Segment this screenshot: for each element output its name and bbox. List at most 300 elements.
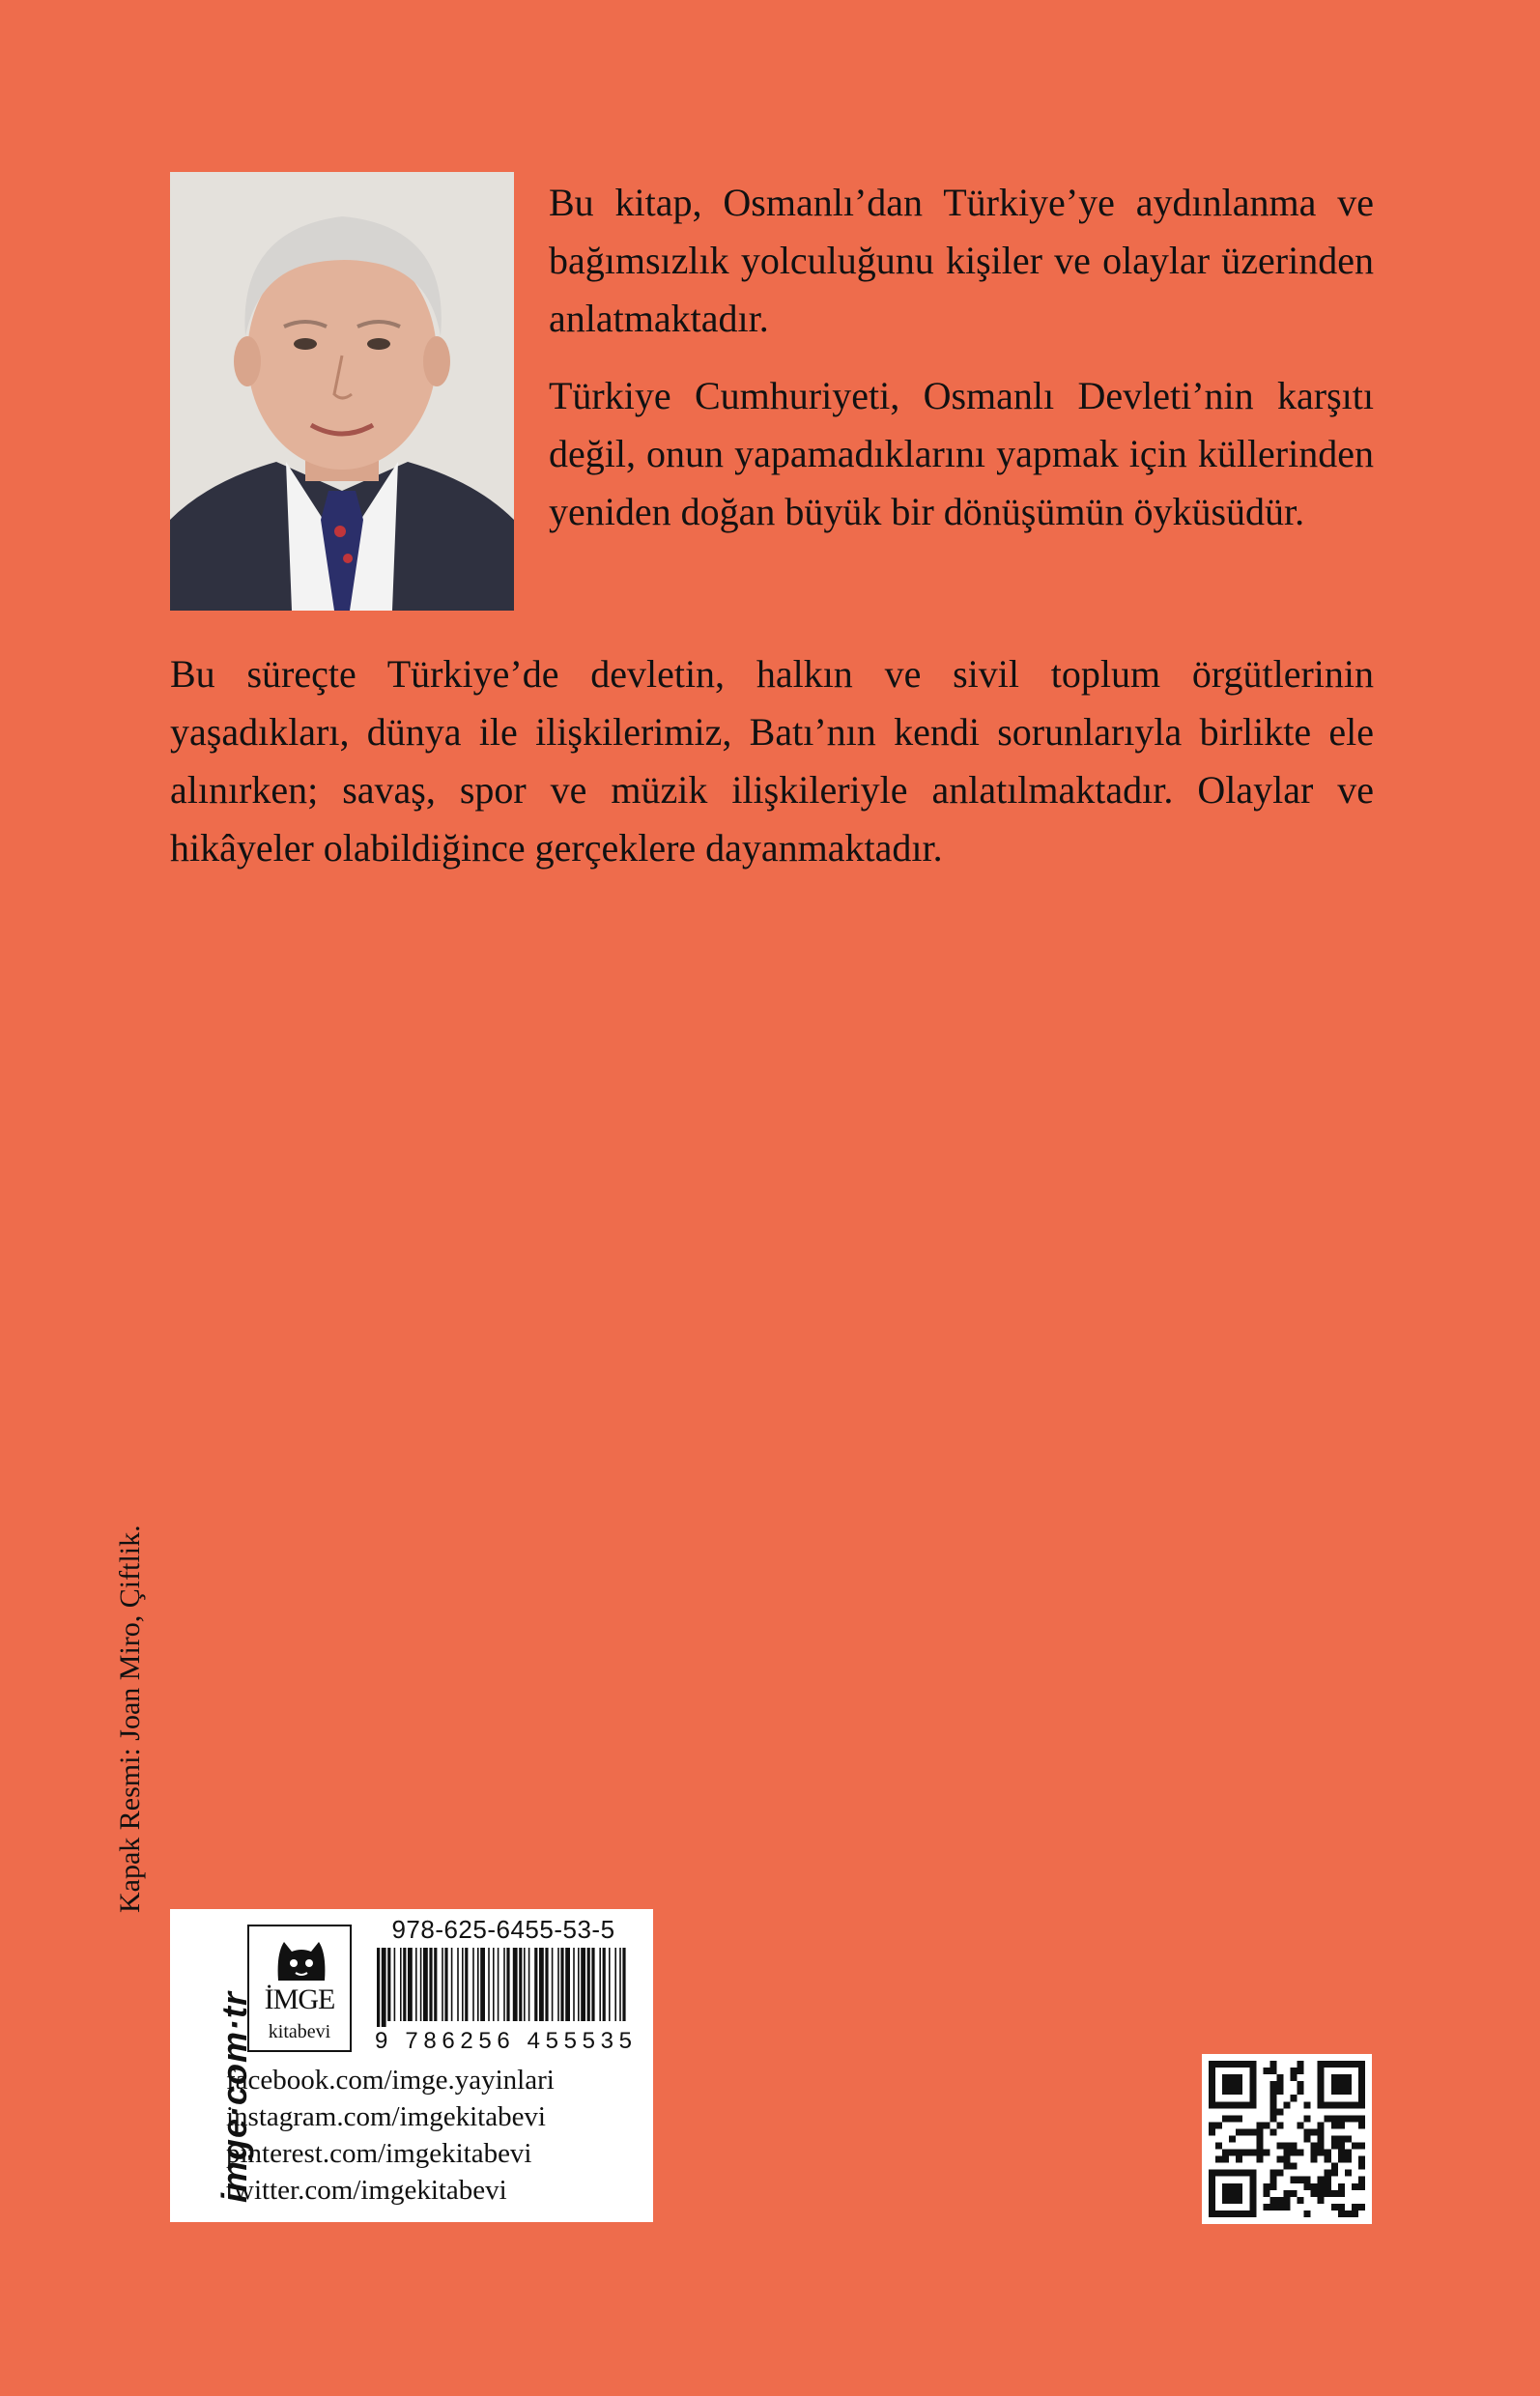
barcode-bar bbox=[524, 1948, 526, 2021]
cat-logo-icon bbox=[272, 1934, 330, 1982]
qr-cell bbox=[1236, 2115, 1242, 2122]
qr-finder-cell bbox=[1229, 2183, 1236, 2190]
description-paragraph-1: Bu kitap, Osmanlı’dan Türkiye’ye aydınlanma ve bağımsızlık yolculuğunu kişiler ve olaylar üzerinden anlatmaktadır. bbox=[549, 181, 1374, 340]
qr-cell bbox=[1209, 2122, 1215, 2128]
qr-cell bbox=[1298, 2068, 1304, 2074]
qr-cell bbox=[1352, 2115, 1358, 2122]
qr-cell bbox=[1325, 2190, 1331, 2197]
qr-cell bbox=[1242, 2150, 1249, 2156]
qr-finder-cell bbox=[1318, 2061, 1325, 2068]
qr-finder-cell bbox=[1236, 2190, 1242, 2197]
twitter-link[interactable]: twitter.com/imgekitabevi bbox=[226, 2175, 507, 2206]
qr-cell bbox=[1304, 2183, 1311, 2190]
qr-finder-cell bbox=[1222, 2088, 1229, 2095]
qr-finder-cell bbox=[1236, 2081, 1242, 2088]
barcode-bar bbox=[498, 1948, 499, 2021]
barcode-bar bbox=[565, 1948, 570, 2021]
qr-finder-cell bbox=[1209, 2081, 1215, 2088]
logo-subtitle: kitabevi bbox=[268, 2021, 331, 2042]
qr-cell bbox=[1283, 2156, 1290, 2163]
qr-cell bbox=[1304, 2101, 1311, 2108]
qr-cell bbox=[1318, 2197, 1325, 2204]
qr-cell bbox=[1229, 2115, 1236, 2122]
qr-cell bbox=[1352, 2183, 1358, 2190]
qr-finder-cell bbox=[1215, 2101, 1222, 2108]
qr-finder-cell bbox=[1229, 2197, 1236, 2204]
qr-finder-cell bbox=[1209, 2197, 1215, 2204]
qr-finder-cell bbox=[1242, 2101, 1249, 2108]
barcode-bar bbox=[377, 1948, 380, 2027]
qr-finder-cell bbox=[1318, 2095, 1325, 2101]
qr-cell bbox=[1269, 2115, 1276, 2122]
qr-cell bbox=[1325, 2183, 1331, 2190]
qr-finder-cell bbox=[1229, 2211, 1236, 2217]
qr-finder-cell bbox=[1345, 2088, 1352, 2095]
qr-cell bbox=[1331, 2190, 1338, 2197]
barcode-bar bbox=[560, 1948, 563, 2021]
qr-cell bbox=[1242, 2128, 1249, 2135]
qr-finder-cell bbox=[1249, 2081, 1256, 2088]
qr-cell bbox=[1236, 2150, 1242, 2156]
qr-cell bbox=[1291, 2068, 1298, 2074]
qr-cell bbox=[1318, 2128, 1325, 2135]
qr-finder-cell bbox=[1236, 2101, 1242, 2108]
qr-cell bbox=[1269, 2197, 1276, 2204]
qr-cell bbox=[1311, 2150, 1318, 2156]
barcode-bar bbox=[400, 1948, 402, 2021]
qr-cell bbox=[1311, 2156, 1318, 2163]
qr-cell bbox=[1276, 2122, 1283, 2128]
qr-finder-cell bbox=[1222, 2170, 1229, 2177]
qr-cell bbox=[1325, 2177, 1331, 2183]
social-links bbox=[226, 2062, 651, 2209]
qr-cell bbox=[1345, 2170, 1352, 2177]
qr-cell bbox=[1325, 2115, 1331, 2122]
qr-cell bbox=[1338, 2135, 1345, 2142]
qr-finder-cell bbox=[1352, 2061, 1358, 2068]
qr-code-icon[interactable] bbox=[1202, 2054, 1372, 2224]
qr-cell bbox=[1358, 2177, 1365, 2183]
qr-cell bbox=[1256, 2135, 1263, 2142]
qr-cell bbox=[1209, 2128, 1215, 2135]
qr-finder-cell bbox=[1338, 2081, 1345, 2088]
qr-cell bbox=[1358, 2115, 1365, 2122]
barcode-bar bbox=[519, 1948, 522, 2021]
qr-cell bbox=[1331, 2122, 1338, 2128]
qr-finder-cell bbox=[1249, 2095, 1256, 2101]
qr-cell bbox=[1229, 2135, 1236, 2142]
barcode-bar bbox=[457, 1948, 459, 2021]
barcode-bar bbox=[506, 1948, 509, 2021]
qr-cell bbox=[1283, 2190, 1290, 2197]
qr-finder-cell bbox=[1331, 2088, 1338, 2095]
qr-cell bbox=[1338, 2183, 1345, 2190]
qr-cell bbox=[1222, 2156, 1229, 2163]
facebook-link[interactable]: facebook.com/imge.yayinlari bbox=[226, 2065, 555, 2096]
qr-finder-cell bbox=[1209, 2170, 1215, 2177]
barcode-bar bbox=[581, 1948, 585, 2021]
qr-finder-cell bbox=[1229, 2170, 1236, 2177]
isbn-text: 978-625-6455-53-5 bbox=[391, 1915, 615, 1944]
qr-finder-cell bbox=[1242, 2211, 1249, 2217]
qr-cell bbox=[1358, 2183, 1365, 2190]
qr-finder-cell bbox=[1209, 2211, 1215, 2217]
qr-cell bbox=[1263, 2122, 1269, 2128]
barcode-bar bbox=[578, 1948, 580, 2021]
description-paragraph-3: Bu süreçte Türkiye’de devletin, halkın ve sivil toplum örgütlerinin yaşadıkları, dünya ile ilişkilerimiz, Batı’nın kendi sorunlarıyla birlikte ele alınırken; savaş, spor ve müzik ilişkileriyle anlatılmaktadır. Olaylar ve hikâyeler olabildiğince gerçeklere dayanmaktadır. bbox=[170, 652, 1374, 870]
qr-cell bbox=[1269, 2108, 1276, 2115]
qr-finder-cell bbox=[1215, 2211, 1222, 2217]
qr-cell bbox=[1338, 2115, 1345, 2122]
qr-finder-cell bbox=[1215, 2061, 1222, 2068]
qr-cell bbox=[1311, 2190, 1318, 2197]
qr-cell bbox=[1249, 2150, 1256, 2156]
barcode-bar bbox=[423, 1948, 428, 2021]
qr-cell bbox=[1358, 2122, 1365, 2128]
qr-cell bbox=[1215, 2122, 1222, 2128]
qr-finder-cell bbox=[1318, 2068, 1325, 2074]
qr-cell bbox=[1283, 2101, 1290, 2108]
qr-cell bbox=[1283, 2204, 1290, 2211]
qr-cell bbox=[1358, 2143, 1365, 2150]
qr-finder-cell bbox=[1222, 2074, 1229, 2081]
barcode-bar bbox=[539, 1948, 544, 2021]
qr-cell bbox=[1358, 2156, 1365, 2163]
qr-cell bbox=[1345, 2115, 1352, 2122]
qr-cell bbox=[1318, 2183, 1325, 2190]
qr-cell bbox=[1236, 2128, 1242, 2135]
qr-finder-cell bbox=[1358, 2074, 1365, 2081]
barcode-bar bbox=[619, 1948, 621, 2021]
qr-finder-cell bbox=[1358, 2088, 1365, 2095]
qr-cell bbox=[1345, 2156, 1352, 2163]
qr-cell bbox=[1256, 2143, 1263, 2150]
qr-finder-cell bbox=[1318, 2088, 1325, 2095]
qr-cell bbox=[1222, 2150, 1229, 2156]
qr-cell bbox=[1269, 2204, 1276, 2211]
qr-cell bbox=[1311, 2143, 1318, 2150]
qr-cell bbox=[1358, 2204, 1365, 2211]
qr-cell bbox=[1331, 2143, 1338, 2150]
qr-finder-cell bbox=[1249, 2204, 1256, 2211]
qr-cell bbox=[1352, 2143, 1358, 2150]
qr-cell bbox=[1269, 2088, 1276, 2095]
qr-cell bbox=[1338, 2156, 1345, 2163]
qr-finder-cell bbox=[1358, 2095, 1365, 2101]
qr-finder-cell bbox=[1209, 2190, 1215, 2197]
barcode-bar bbox=[557, 1948, 559, 2021]
qr-finder-cell bbox=[1331, 2081, 1338, 2088]
qr-cell bbox=[1269, 2061, 1276, 2068]
qr-finder-cell bbox=[1352, 2101, 1358, 2108]
barcode-bar bbox=[477, 1948, 479, 2021]
qr-cell bbox=[1345, 2150, 1352, 2156]
qr-cell bbox=[1269, 2101, 1276, 2108]
qr-cell bbox=[1338, 2190, 1345, 2197]
qr-cell bbox=[1304, 2135, 1311, 2142]
barcode-bar bbox=[503, 1948, 505, 2021]
qr-cell bbox=[1276, 2156, 1283, 2163]
qr-cell bbox=[1318, 2177, 1325, 2183]
qr-cell bbox=[1283, 2197, 1290, 2204]
qr-cell bbox=[1304, 2115, 1311, 2122]
barcode-bar bbox=[472, 1948, 474, 2021]
barcode-bar bbox=[429, 1948, 432, 2021]
qr-cell bbox=[1276, 2197, 1283, 2204]
qr-finder-cell bbox=[1229, 2190, 1236, 2197]
qr-cell bbox=[1318, 2143, 1325, 2150]
qr-finder-cell bbox=[1325, 2101, 1331, 2108]
qr-cell bbox=[1291, 2163, 1298, 2170]
qr-finder-cell bbox=[1209, 2074, 1215, 2081]
barcode-bar bbox=[587, 1948, 590, 2021]
qr-cell bbox=[1298, 2177, 1304, 2183]
qr-finder-cell bbox=[1209, 2088, 1215, 2095]
qr-finder-cell bbox=[1338, 2061, 1345, 2068]
barcode-bar bbox=[420, 1948, 422, 2021]
qr-cell bbox=[1325, 2150, 1331, 2156]
qr-finder-cell bbox=[1236, 2197, 1242, 2204]
qr-cell bbox=[1318, 2122, 1325, 2128]
qr-cell bbox=[1263, 2204, 1269, 2211]
qr-cell bbox=[1283, 2163, 1290, 2170]
qr-finder-cell bbox=[1345, 2061, 1352, 2068]
qr-cell bbox=[1298, 2197, 1304, 2204]
qr-cell bbox=[1311, 2128, 1318, 2135]
qr-cell bbox=[1304, 2211, 1311, 2217]
barcode-bar bbox=[528, 1948, 530, 2021]
barcode-bar bbox=[442, 1948, 443, 2021]
qr-cell bbox=[1249, 2128, 1256, 2135]
qr-cell bbox=[1325, 2156, 1331, 2163]
description-paragraph-2: Türkiye Cumhuriyeti, Osmanlı Devleti’nin karşıtı değil, onun yapamadıklarını yapmak için küllerinden yeniden doğan büyük bir dönüşümün öyküsüdür. bbox=[549, 374, 1374, 533]
qr-finder-cell bbox=[1358, 2101, 1365, 2108]
qr-cell bbox=[1256, 2128, 1263, 2135]
qr-finder-cell bbox=[1222, 2183, 1229, 2190]
qr-cell bbox=[1269, 2081, 1276, 2088]
barcode-bar bbox=[382, 1948, 386, 2027]
qr-cell bbox=[1338, 2204, 1345, 2211]
qr-cell bbox=[1276, 2204, 1283, 2211]
qr-finder-cell bbox=[1222, 2101, 1229, 2108]
qr-cell bbox=[1276, 2170, 1283, 2177]
qr-cell bbox=[1298, 2061, 1304, 2068]
qr-cell bbox=[1291, 2074, 1298, 2081]
qr-cell bbox=[1298, 2088, 1304, 2095]
barcode-bar bbox=[387, 1948, 390, 2021]
qr-finder-cell bbox=[1236, 2074, 1242, 2081]
qr-cell bbox=[1338, 2122, 1345, 2128]
barcode-bar bbox=[403, 1948, 406, 2021]
qr-finder-cell bbox=[1338, 2074, 1345, 2081]
barcode-bar bbox=[451, 1948, 453, 2021]
qr-finder-cell bbox=[1338, 2101, 1345, 2108]
qr-finder-cell bbox=[1318, 2074, 1325, 2081]
qr-cell bbox=[1283, 2150, 1290, 2156]
qr-cell bbox=[1215, 2156, 1222, 2163]
barcode-bar bbox=[534, 1948, 537, 2021]
qr-cell bbox=[1229, 2150, 1236, 2156]
qr-finder-cell bbox=[1249, 2074, 1256, 2081]
qr-cell bbox=[1291, 2190, 1298, 2197]
qr-finder-cell bbox=[1318, 2101, 1325, 2108]
qr-cell bbox=[1338, 2143, 1345, 2150]
qr-finder-cell bbox=[1229, 2101, 1236, 2108]
barcode-bar bbox=[609, 1948, 611, 2021]
qr-cell bbox=[1352, 2204, 1358, 2211]
qr-cell bbox=[1338, 2211, 1345, 2217]
qr-cell bbox=[1276, 2081, 1283, 2088]
qr-finder-cell bbox=[1249, 2068, 1256, 2074]
qr-finder-cell bbox=[1249, 2101, 1256, 2108]
qr-finder-cell bbox=[1358, 2081, 1365, 2088]
barcode-bar bbox=[513, 1948, 518, 2021]
qr-cell bbox=[1318, 2135, 1325, 2142]
qr-finder-cell bbox=[1236, 2211, 1242, 2217]
qr-cell bbox=[1269, 2170, 1276, 2177]
barcode-bar bbox=[603, 1948, 606, 2021]
qr-finder-cell bbox=[1209, 2068, 1215, 2074]
qr-cell bbox=[1325, 2170, 1331, 2177]
qr-finder-cell bbox=[1331, 2061, 1338, 2068]
qr-finder-cell bbox=[1249, 2211, 1256, 2217]
qr-finder-cell bbox=[1236, 2183, 1242, 2190]
qr-finder-cell bbox=[1229, 2088, 1236, 2095]
barcode-bar bbox=[573, 1948, 575, 2021]
barcode-bar bbox=[545, 1948, 548, 2021]
instagram-link[interactable]: instagram.com/imgekitabevi bbox=[226, 2101, 546, 2132]
qr-cell bbox=[1304, 2177, 1311, 2183]
barcode-bar bbox=[493, 1948, 495, 2021]
qr-cell bbox=[1291, 2095, 1298, 2101]
qr-finder-cell bbox=[1331, 2101, 1338, 2108]
qr-finder-cell bbox=[1345, 2074, 1352, 2081]
barcode-bar bbox=[622, 1948, 625, 2021]
barcode-bar bbox=[614, 1948, 616, 2021]
qr-finder-cell bbox=[1229, 2061, 1236, 2068]
barcode-bar bbox=[415, 1948, 417, 2021]
qr-cell bbox=[1256, 2122, 1263, 2128]
qr-cell bbox=[1283, 2143, 1290, 2150]
qr-cell bbox=[1304, 2128, 1311, 2135]
qr-finder-cell bbox=[1242, 2061, 1249, 2068]
barcode-bar bbox=[552, 1948, 554, 2021]
qr-finder-cell bbox=[1249, 2088, 1256, 2095]
qr-finder-cell bbox=[1338, 2088, 1345, 2095]
qr-cell bbox=[1269, 2177, 1276, 2183]
qr-finder-cell bbox=[1325, 2061, 1331, 2068]
qr-finder-cell bbox=[1215, 2170, 1222, 2177]
qr-cell bbox=[1318, 2150, 1325, 2156]
qr-cell bbox=[1269, 2095, 1276, 2101]
qr-finder-cell bbox=[1236, 2170, 1242, 2177]
qr-finder-cell bbox=[1358, 2068, 1365, 2074]
qr-cell bbox=[1256, 2156, 1263, 2163]
qr-finder-cell bbox=[1249, 2061, 1256, 2068]
qr-finder-cell bbox=[1249, 2183, 1256, 2190]
qr-finder-cell bbox=[1331, 2074, 1338, 2081]
qr-cell bbox=[1276, 2074, 1283, 2081]
qr-finder-cell bbox=[1345, 2101, 1352, 2108]
barcode-bar bbox=[480, 1948, 485, 2021]
qr-cell bbox=[1276, 2088, 1283, 2095]
qr-finder-cell bbox=[1209, 2177, 1215, 2183]
qr-cell bbox=[1331, 2163, 1338, 2170]
qr-finder-cell bbox=[1222, 2190, 1229, 2197]
publisher-website: imge·com·tr bbox=[214, 1990, 254, 2203]
qr-finder-cell bbox=[1242, 2170, 1249, 2177]
barcode-bar bbox=[394, 1948, 396, 2021]
qr-cell bbox=[1358, 2163, 1365, 2170]
cover-credit: Kapak Resmi: Joan Miro, Çiftlik. bbox=[114, 1525, 146, 1913]
barcode-bar bbox=[434, 1948, 437, 2021]
qr-cell bbox=[1291, 2143, 1298, 2150]
qr-finder-cell bbox=[1249, 2190, 1256, 2197]
qr-cell bbox=[1269, 2068, 1276, 2074]
qr-finder-cell bbox=[1229, 2081, 1236, 2088]
barcode-bar bbox=[465, 1948, 468, 2021]
qr-finder-cell bbox=[1209, 2204, 1215, 2211]
qr-cell bbox=[1256, 2150, 1263, 2156]
author-photo bbox=[170, 172, 514, 611]
qr-cell bbox=[1345, 2211, 1352, 2217]
qr-finder-cell bbox=[1236, 2061, 1242, 2068]
qr-cell bbox=[1263, 2190, 1269, 2197]
qr-finder-cell bbox=[1222, 2197, 1229, 2204]
qr-cell bbox=[1291, 2177, 1298, 2183]
barcode-bar bbox=[591, 1948, 594, 2021]
qr-cell bbox=[1352, 2211, 1358, 2217]
qr-cell bbox=[1236, 2156, 1242, 2163]
qr-cell bbox=[1298, 2122, 1304, 2128]
qr-cell bbox=[1263, 2183, 1269, 2190]
barcode-bar bbox=[444, 1948, 447, 2021]
qr-cell bbox=[1331, 2170, 1338, 2177]
barcode-bar bbox=[488, 1948, 490, 2021]
isbn-barcode bbox=[373, 1948, 636, 2054]
barcode-bar bbox=[599, 1948, 601, 2021]
qr-cell bbox=[1269, 2128, 1276, 2135]
qr-cell bbox=[1263, 2150, 1269, 2156]
qr-cell bbox=[1331, 2204, 1338, 2211]
qr-finder-cell bbox=[1222, 2061, 1229, 2068]
qr-finder-cell bbox=[1236, 2088, 1242, 2095]
barcode-digits: 9 786256 455535 bbox=[375, 2028, 632, 2054]
qr-cell bbox=[1298, 2081, 1304, 2088]
qr-finder-cell bbox=[1209, 2095, 1215, 2101]
qr-finder-cell bbox=[1222, 2081, 1229, 2088]
qr-cell bbox=[1291, 2150, 1298, 2156]
qr-cell bbox=[1276, 2143, 1283, 2150]
pinterest-link[interactable]: pinterest.com/imgekitabevi bbox=[226, 2138, 532, 2169]
qr-finder-cell bbox=[1249, 2197, 1256, 2204]
logo-name: İMGE bbox=[264, 1983, 335, 2015]
qr-cell bbox=[1318, 2190, 1325, 2197]
barcode-bar bbox=[408, 1948, 413, 2021]
qr-cell bbox=[1311, 2183, 1318, 2190]
qr-cell bbox=[1331, 2115, 1338, 2122]
qr-cell bbox=[1331, 2135, 1338, 2142]
qr-finder-cell bbox=[1358, 2061, 1365, 2068]
qr-finder-cell bbox=[1318, 2081, 1325, 2088]
qr-finder-cell bbox=[1249, 2170, 1256, 2177]
qr-cell bbox=[1298, 2150, 1304, 2156]
publisher-logo bbox=[247, 1925, 352, 2052]
qr-finder-cell bbox=[1209, 2183, 1215, 2190]
qr-cell bbox=[1345, 2135, 1352, 2142]
qr-cell bbox=[1263, 2068, 1269, 2074]
qr-cell bbox=[1338, 2150, 1345, 2156]
